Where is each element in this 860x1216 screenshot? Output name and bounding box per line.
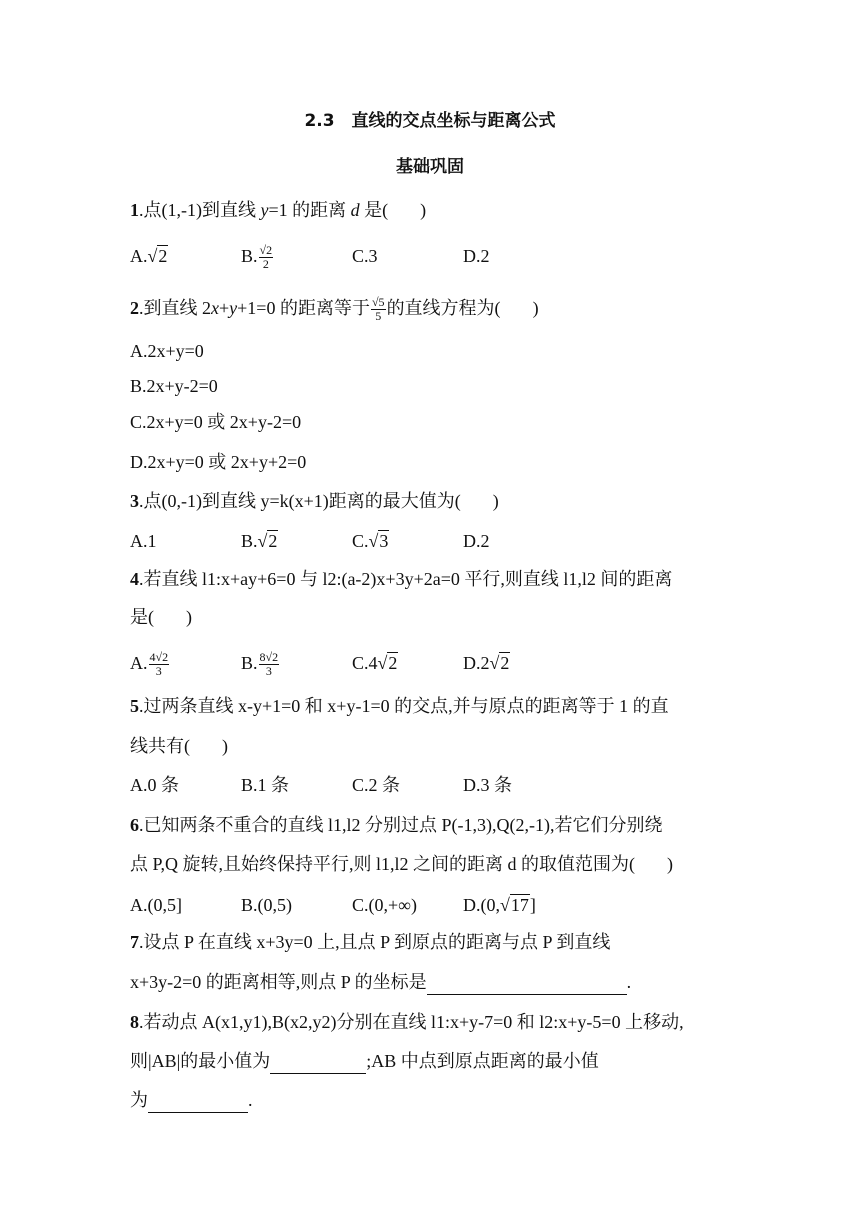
question-8: 8.若动点 A(x1,y1),B(x2,y2)分别在直线 l1:x+y-7=0 和 l2:x+y-5=0 上移动, [130,1012,684,1032]
option-d[interactable]: D.3 条 [463,775,512,795]
option-d[interactable]: D.2x+y=0 或 2x+y+2=0 [130,452,307,472]
option-b[interactable]: B. $\frac{8√2}{3}$ [241,650,279,679]
option-c[interactable]: C.3 [352,246,378,266]
option-a[interactable]: A. $\frac{4√2}{3}$ [130,650,169,679]
option-c[interactable]: C.4√2 [352,653,398,673]
option-c[interactable]: C.√3 [352,531,389,551]
option-d[interactable]: D.2 [463,246,490,266]
option-a[interactable]: A.√2 [130,246,168,266]
option-c[interactable]: C.(0,+∞) [352,895,417,915]
answer-blank[interactable] [148,1088,248,1113]
question-3-options [130,529,574,553]
option-b[interactable]: B.(0,5) [241,895,292,915]
answer-blank[interactable] [427,970,627,995]
question-4-options [130,651,574,678]
option-a[interactable]: A.(0,5] [130,895,182,915]
question-4-line2: 是( ) [130,607,192,627]
option-a[interactable]: A.2x+y=0 [130,341,204,361]
question-2: 2.到直线 2x+y+1=0 的距离等于 $\frac{√5}{5}$ 的直线方程为( ) [130,295,539,324]
question-8-line2: 则|AB|的最小值为 ;AB 中点到原点距离的最小值 [130,1049,599,1074]
option-a[interactable]: A.0 条 [130,775,179,795]
option-d[interactable]: D.2√2 [463,653,510,673]
option-b[interactable]: B.2x+y-2=0 [130,376,218,396]
section-subtitle: 基础巩固 [396,157,464,177]
option-d[interactable]: D.2 [463,531,490,551]
question-number: 1 [130,200,139,220]
option-c[interactable]: C.2 条 [352,775,401,795]
option-b[interactable]: B.1 条 [241,775,290,795]
question-6-line2: 点 P,Q 旋转,且始终保持平行,则 l1,l2 之间的距离 d 的取值范围为( ) [130,854,674,874]
option-a[interactable]: A.1 [130,531,157,551]
question-1-options [130,244,574,271]
question-4: 4.若直线 l1:x+ay+6=0 与 l2:(a-2)x+3y+2a=0 平行,则直线 l1,l2 间的距离 [130,569,673,589]
question-6: 6.已知两条不重合的直线 l1,l2 分别过点 P(-1,3),Q(2,-1),若它们分别绕 [130,815,663,835]
question-5-options [130,773,574,797]
question-1: 1.点(1,-1)到直线 y=1 的距离 d 是( ) [130,200,427,220]
section-title: 2.3 直线的交点坐标与距离公式 [304,111,556,131]
option-d[interactable]: D.(0,√17] [463,895,536,915]
option-b[interactable]: B.√2 [241,531,278,551]
option-b[interactable]: B. $\frac{√2}{2}$ [241,243,273,272]
question-8-line3: 为 . [130,1088,253,1113]
question-5-line2: 线共有( ) [130,736,228,756]
question-5: 5.过两条直线 x-y+1=0 和 x+y-1=0 的交点,并与原点的距离等于 1 的直 [130,696,669,716]
question-7: 7.设点 P 在直线 x+3y=0 上,且点 P 到原点的距离与点 P 到直线 [130,932,611,952]
question-6-options [130,893,574,917]
option-c[interactable]: C.2x+y=0 或 2x+y-2=0 [130,412,302,432]
question-7-line2: x+3y-2=0 的距离相等,则点 P 的坐标是 . [130,970,631,995]
question-3: 3.点(0,-1)到直线 y=k(x+1)距离的最大值为( ) [130,491,499,511]
answer-blank[interactable] [270,1049,366,1074]
